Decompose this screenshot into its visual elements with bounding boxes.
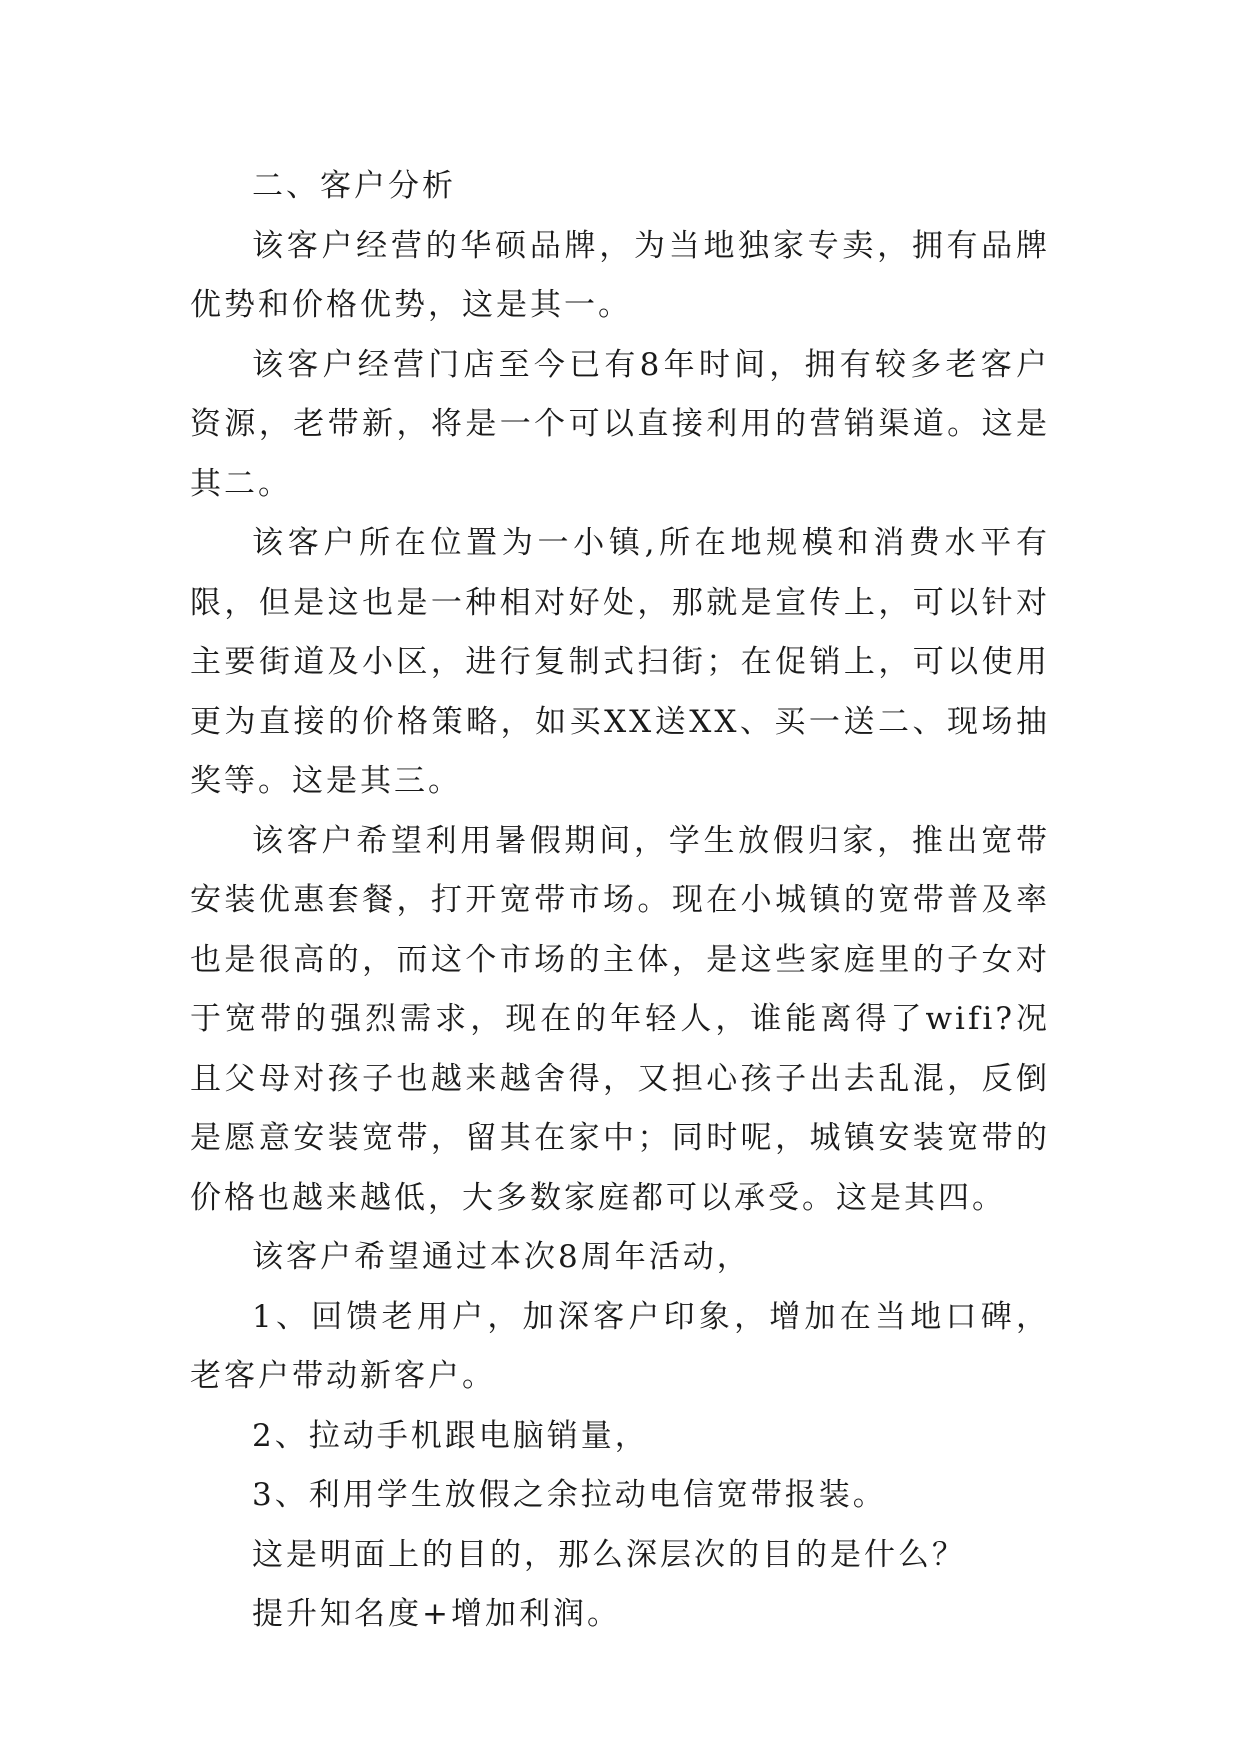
paragraph: 该客户经营门店至今已有8年时间，拥有较多老客户资源，老带新，将是一个可以直接利用的营销渠道。这是其二。 xyxy=(190,346,1050,502)
paragraph: 该客户所在位置为一小镇,所在地规模和消费水平有限，但是这也是一种相对好处，那就是宣传上，可以针对主要街道及小区，进行复制式扫街；在促销上，可以使用更为直接的价格策略，如买XX送XX、买一送二、现场抽奖等。这是其三。 xyxy=(190,525,1050,799)
list-item: 3、利用学生放假之余拉动电信宽带报装。 xyxy=(252,1477,887,1513)
paragraph: 这是明面上的目的，那么深层次的目的是什么？ xyxy=(252,1536,966,1573)
list-item: 2、拉动手机跟电脑销量， xyxy=(252,1417,649,1454)
paragraph: 提升知名度+增加利润。 xyxy=(252,1596,621,1632)
paragraph: 该客户经营的华硕品牌，为当地独家专卖，拥有品牌优势和价格优势，这是其一。 xyxy=(190,227,1050,323)
paragraph: 该客户希望利用暑假期间，学生放假归家，推出宽带安装优惠套餐，打开宽带市场。现在小城镇的宽带普及率也是很高的，而这个市场的主体，是这些家庭里的子女对于宽带的强烈需求，现在的年轻人，谁能离得了wifi?况且父母对孩子也越来越舍得，又担心孩子出去乱混，反倒是愿意安装宽带，留其在家中；同时呢，城镇安装宽带的价格也越来越低，大多数家庭都可以承受。这是其四。 xyxy=(190,822,1050,1216)
list-item: 1、回馈老用户，加深客户印象，增加在当地口碑，老客户带动新客户。 xyxy=(190,1298,1050,1394)
paragraph: 该客户希望通过本次8周年活动， xyxy=(252,1239,751,1275)
document-body xyxy=(190,157,1050,1645)
section-heading: 二、客户分析 xyxy=(252,168,456,204)
